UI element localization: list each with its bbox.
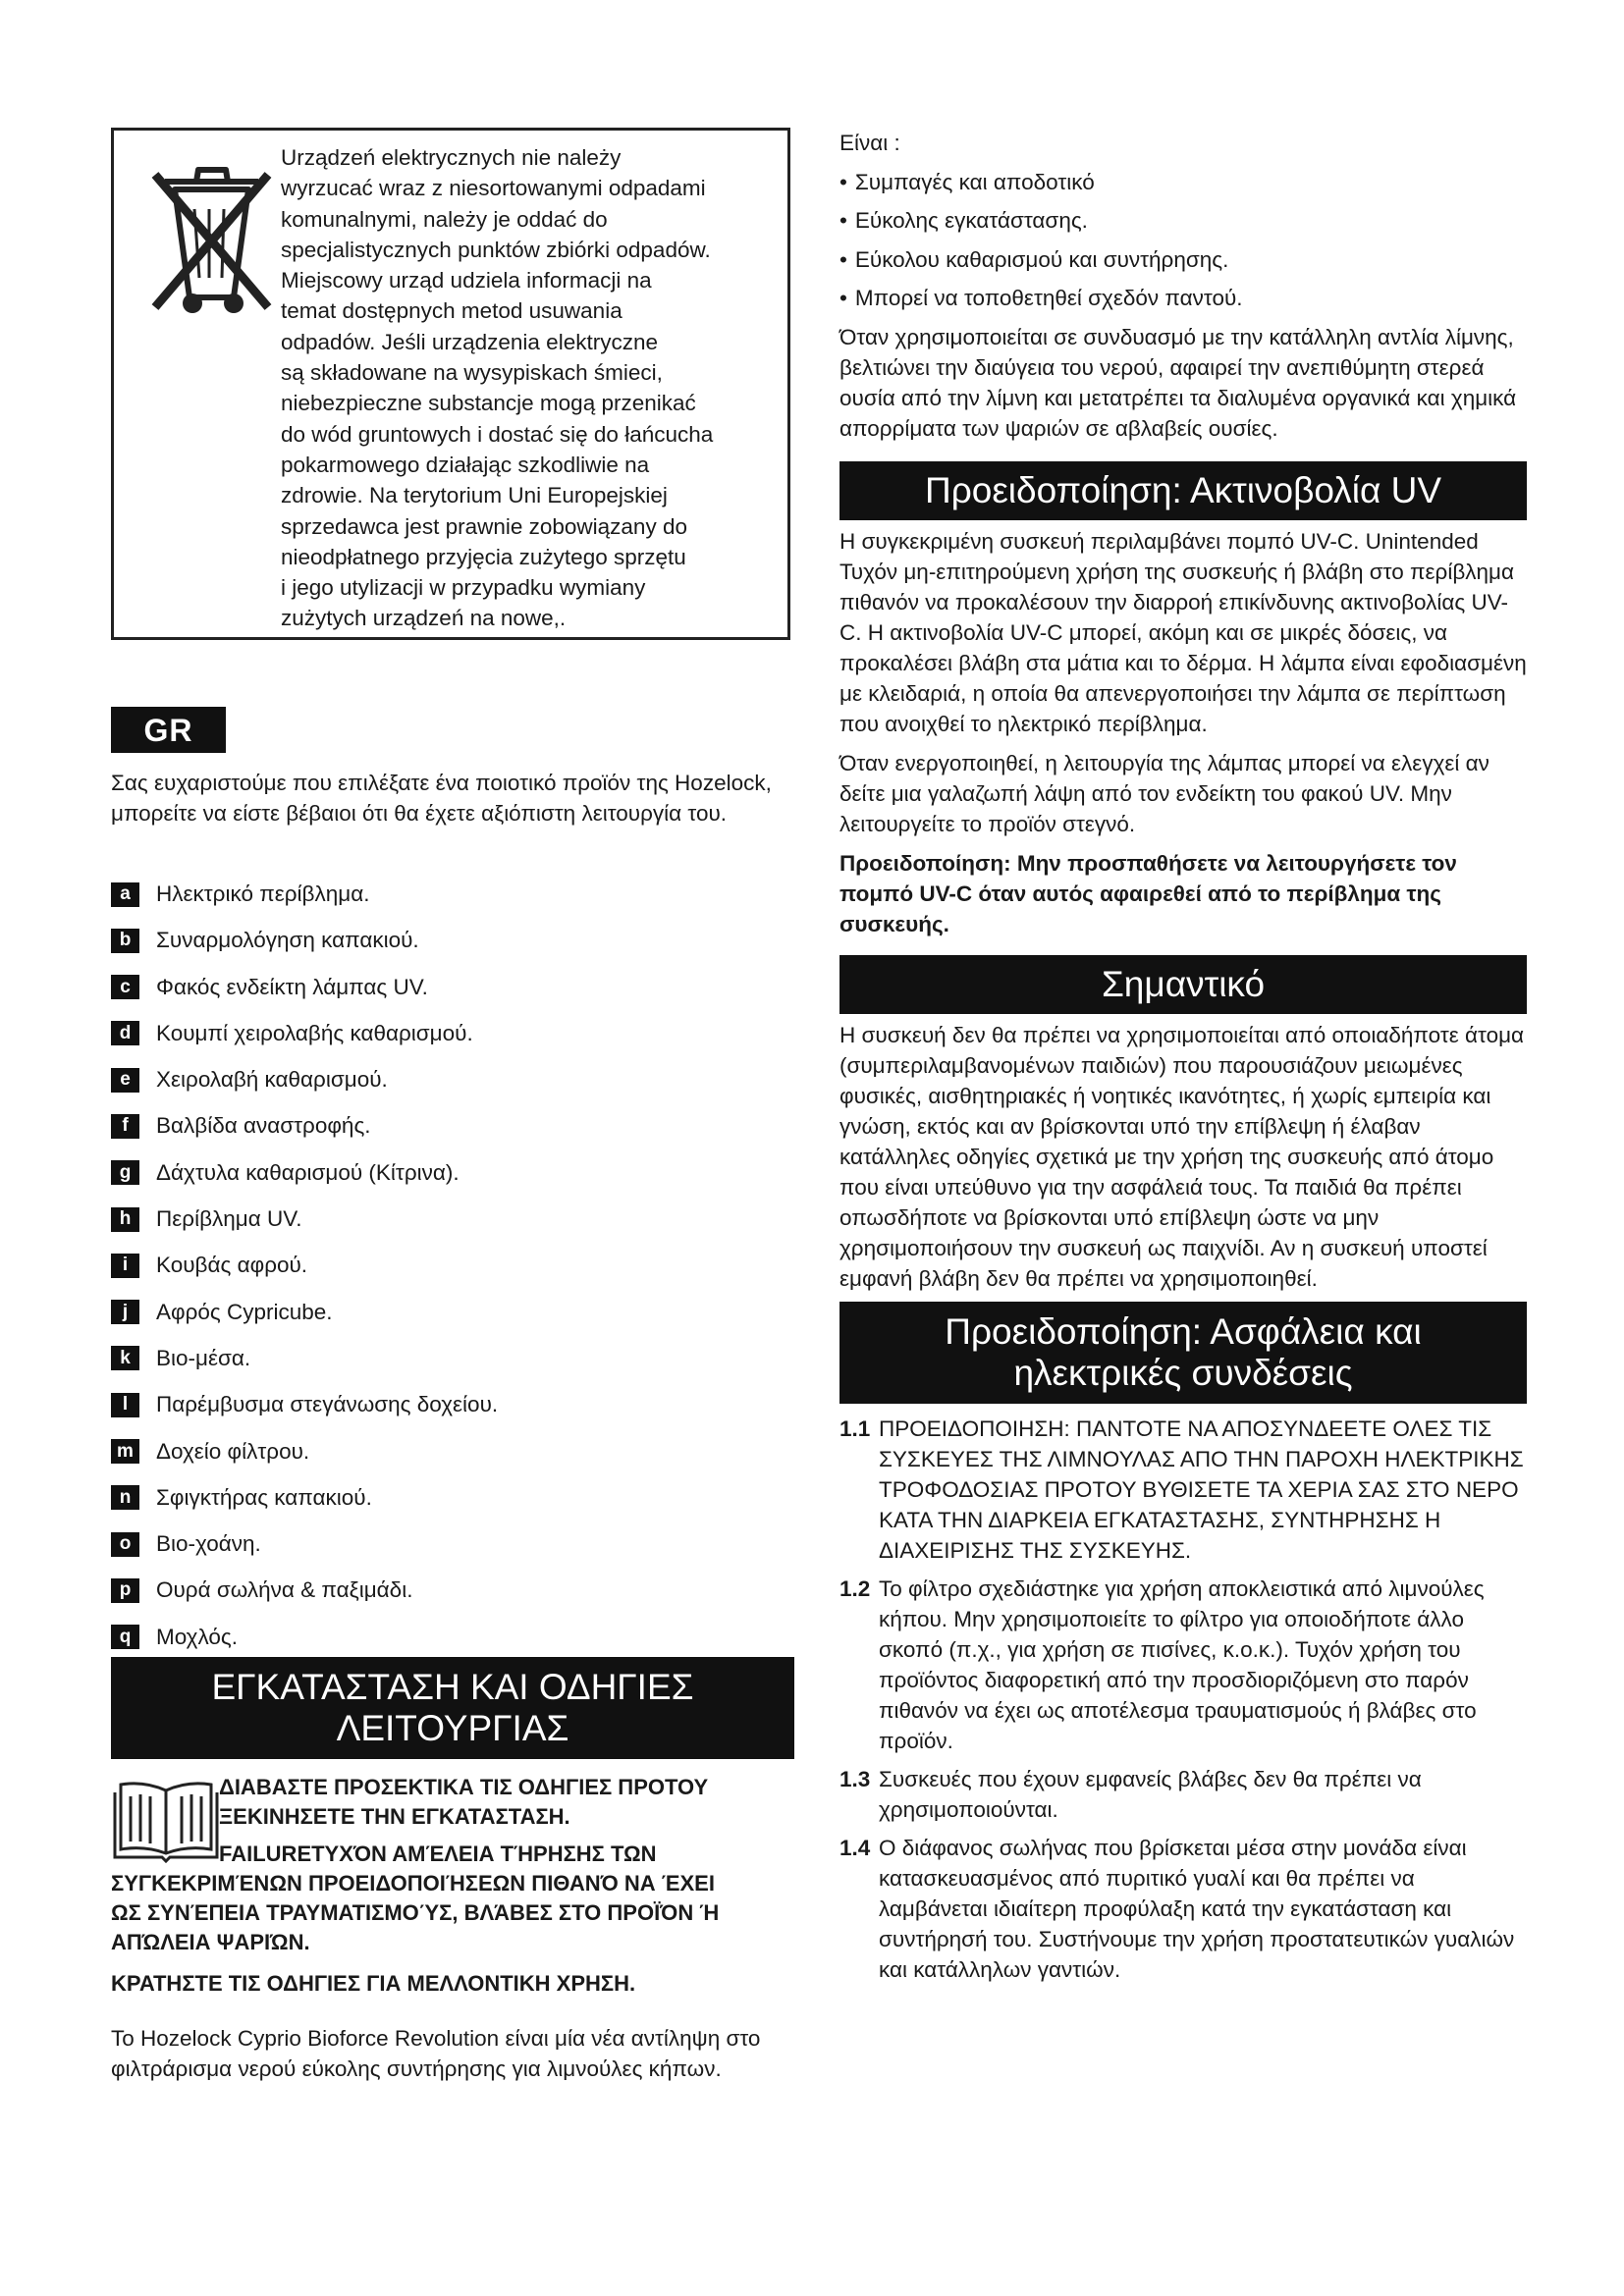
intro-paragraph: Σας ευχαριστούμε που επιλέξατε ένα ποιοτικό προϊόν της Hozelock, μπορείτε να είστε βέβαιοι ότι θα έχετε αξιόπιστη λειτουργία του. [111,771,772,826]
list-item [111,1433,798,1470]
warning-line: ΩΣ ΣΥΝΈΠΕΙΑ ΤΡΑΥΜΑΤΙΣΜΟΎΣ, ΒΛΆΒΕΣ ΣΤΟ ΠΡΟΪΌΝ Ή [111,1900,720,1925]
part-letter: b [111,929,139,953]
list-item [111,1061,798,1098]
uv-emitter-warning: Προειδοποίηση: Μην προσπαθήσετε να λειτουργήσετε τον πομπό UV-C όταν αυτός αφαιρεθεί από το περίβλημα της συσκευής. [839,851,1457,936]
weee-line: niebezpieczne substancje mogą przenikać [281,391,696,416]
warning-line: ΣΥΓΚΕΚΡΙΜΈΝΩΝ ΠΡΟΕΙΔΟΠΟΙΉΣΕΩΝ ΠΙΘΑΝΌ ΝΑ ΈΧΕΙ [111,1871,715,1896]
list-item [111,1340,798,1377]
weee-line: komunalnymi, należy je oddać do [281,206,608,232]
parts-list [111,876,798,1665]
product-intro: Το Hozelock Cyprio Bioforce Revolution είναι μία νέα αντίληψη στο φιλτράρισμα νερού εύκολης συντήρησης για λιμνούλες κήπων. [111,2026,761,2081]
features-label: Είναι : [839,131,900,155]
crossed-out-bin-icon [135,150,283,327]
weee-line: specjalistycznych punktów zbiórki odpadów. [281,237,711,262]
safety-heading-line: ηλεκτρικές συνδέσεις [1013,1353,1353,1393]
part-label: Κουβάς αφρού. [156,1253,308,1278]
weee-notice-box [111,128,790,640]
part-label: Βιο-χοάνη. [156,1531,261,1557]
failure-warning [111,1840,798,1957]
list-item [111,1525,798,1563]
item-text: Ο διάφανος σωλήνας που βρίσκεται μέσα στην μονάδα είναι κατασκευασμένος από πυριτικό γυαλί και θα πρέπει να λαμβάνεται ιδιαίτερη προφύλαξη κατά την εγκατάσταση και συντήρησή του. Συστήνουμε την χρήση προστατευτικών γυαλιών και κατάλληλων γαντιών. [879,1836,1515,1982]
weee-line: Miejscowy urząd udziela informacji na [281,268,652,294]
list-item [111,1015,798,1052]
weee-notice-text [281,142,772,634]
part-label: Μοχλός. [156,1624,238,1649]
list-item: • Συμπαγές και αποδοτικό [839,167,1527,197]
item-number: 1.4 [839,1836,871,1860]
warning-line: ΑΠΏΛΕΙΑ ΨΑΡΙΏΝ. [111,1930,310,1954]
list-item: • Μπορεί να τοποθετηθεί σχεδόν παντού. [839,283,1527,313]
left-column [111,128,798,2081]
uv-check-paragraph: Όταν ενεργοποιηθεί, η λειτουργία της λάμπας μπορεί να ελεγχεί αν δείτε μια γαλαζωπή λάψη από τον ενδείκτη του φακού UV. Μην λειτουργείτε το προϊόν στεγνό. [839,751,1489,836]
list-item [839,1833,1527,1985]
warning-line: FAILUREΤΥΧΌΝ ΑΜΈΛΕΙΑ ΤΉΡΗΣΗΣ ΤΩΝ [219,1842,657,1866]
list-item [111,1107,798,1145]
part-letter: f [111,1114,139,1139]
list-item [839,1574,1527,1756]
language-badge: GR [111,707,226,753]
part-letter: o [111,1532,139,1557]
part-label: Ηλεκτρικό περίβλημα. [156,881,370,906]
list-item [111,1294,798,1331]
list-item: • Εύκολου καθαρισμού και συντήρησης. [839,244,1527,275]
weee-line: nieodpłatnego przyjęcia zużytego sprzętu [281,544,686,569]
part-letter: i [111,1254,139,1278]
list-item [111,969,798,1006]
item-number: 1.1 [839,1416,871,1441]
list-item [111,1386,798,1423]
uv-paragraph: Η συγκεκριμένη συσκευή περιλαμβάνει πομπό UV-C. Unintended Τυχόν μη-επιτηρούμενη χρήση της συσκευής ή βλάβη στο περίβλημα πιθανόν να προκαλέσουν την διαρροή επικίνδυνης ακτινοβολίας UV-C. Η ακτινοβολία UV-C μπορεί, ακόμη και σε μικρές δόσεις, να προκαλέσει βλάβη στα μάτια και το δέρμα. Η λάμπα είναι εφοδιασμένη με κλειδαριά, η οποία θα απενεργοποιήσει την λάμπα σε περίπτωση που ανοιχθεί το ηλεκτρικό περίβλημα. [839,529,1527,736]
part-label: Παρέμβυσμα στεγάνωσης δοχείου. [156,1392,499,1417]
part-letter: d [111,1021,139,1045]
pump-paragraph: Όταν χρησιμοποιείται σε συνδυασμό με την κατάλληλη αντλία λίμνης, βελτιώνει την διαύγεια του νερού, αφαιρεί την ανεπιθύμητη στερεά ουσία από την λίμνη και μετατρέπει τα διαλυμένα οργανικά και χημικά απορρίματα των ψαριών σε αβλαβείς ουσίες. [839,325,1517,441]
uv-warning-heading: Προειδοποίηση: Ακτινοβολία UV [839,461,1527,520]
keep-instructions-note: ΚΡΑΤΗΣΤΕ ΤΙΣ ΟΔΗΓΙΕΣ ΓΙΑ ΜΕΛΛΟΝΤΙΚΗ ΧΡΗΣΗ. [111,1971,636,1996]
install-heading-line: ΕΓΚΑΤΑΣΤΑΣΗ ΚΑΙ ΟΔΗΓΙΕΣ [211,1667,694,1707]
weee-line: do wód gruntowych i dostać się do łańcucha [281,421,714,447]
weee-line: wyrzucać wraz z niesortowanymi odpadami [281,176,706,201]
weee-line: są składowane na wysypiskach śmieci, [281,360,663,386]
weee-line: zdrowie. Na terytorium Uni Europejskiej [281,483,668,508]
part-letter: k [111,1346,139,1370]
list-item [111,1247,798,1284]
part-letter: c [111,975,139,999]
part-letter: l [111,1393,139,1417]
item-number: 1.2 [839,1576,871,1601]
weee-line: sprzedawca jest prawnie zobowiązany do [281,513,687,539]
warning-line: ΞΕΚΙΝΗΣΕΤΕ ΤΗΝ ΕΓΚΑΤΑΣΤΑΣΗ. [219,1804,570,1829]
part-label: Δοχείο φίλτρου. [156,1438,310,1464]
part-label: Ουρά σωλήνα & παξιμάδι. [156,1577,413,1603]
part-label: Σφιγκτήρας καπακιού. [156,1484,372,1510]
item-text: ΠΡΟΕΙΔΟΠΟΙΗΣΗ: ΠΑΝΤΟΤΕ ΝΑ ΑΠΟΣΥΝΔΕΕΤΕ ΟΛΕΣ ΤΙΣ ΣΥΣΚΕΥΕΣ ΤΗΣ ΛΙΜΝΟΥΛΑΣ ΑΠΟ ΤΗΝ ΠΑΡΟΧΗ ΗΛΕΚΤΡΙΚΗΣ ΤΡΟΦΟΔΟΣΙΑΣ ΠΡΟΤΟΥ ΒΥΘΙΣΕΤΕ ΤΑ ΧΕΡΙΑ ΣΑΣ ΣΤΟ ΝΕΡΟ ΚΑΤΑ ΤΗΝ ΔΙΑΡΚΕΙΑ ΕΓΚΑΤΑΣΤΑΣΗΣ, ΣΥΝΤΗΡΗΣΗΣ Η ΔΙΑΧΕΙΡΙΣΗΣ ΤΗΣ ΣΥΣΚΕΥΗΣ. [879,1416,1524,1563]
list-item [111,1479,798,1517]
install-heading [111,1657,794,1759]
safety-heading-line: Προειδοποίηση: Ασφάλεια και [945,1311,1422,1352]
part-letter: a [111,882,139,907]
part-letter: n [111,1485,139,1510]
list-item [111,1201,798,1238]
weee-line: Urządzeń elektrycznych nie należy [281,145,622,170]
list-item [839,1764,1527,1825]
part-letter: q [111,1625,139,1649]
part-letter: h [111,1207,139,1232]
list-item [839,1414,1527,1566]
part-label: Βιο-μέσα. [156,1345,251,1370]
important-heading: Σημαντικό [839,955,1527,1014]
part-label: Αφρός Cypricube. [156,1299,333,1324]
weee-line: temat dostępnych metod usuwania [281,298,623,324]
item-text: Συσκευές που έχουν εμφανείς βλάβες δεν θα πρέπει να χρησιμοποιούνται. [879,1767,1422,1822]
list-item [111,1154,798,1192]
part-letter: p [111,1578,139,1603]
part-letter: m [111,1439,139,1464]
weee-line: zużytych urządzeń na nowe,. [281,606,567,631]
part-letter: g [111,1160,139,1185]
list-item: • Εύκολης εγκατάστασης. [839,205,1527,236]
list-item [111,876,798,913]
part-label: Συναρμολόγηση καπακιού. [156,928,419,953]
list-item [111,922,798,959]
features-list [839,167,1527,314]
important-paragraph: Η συσκευή δεν θα πρέπει να χρησιμοποιείται από οποιαδήποτε άτομα (συμπεριλαμβανομένων παιδιών) που παρουσιάζουν μειωμένες φυσικές, αισθητηριακές ή νοητικές ικανότητες, ή χωρίς εμπειρία και γνώση, εκτός και αν βρίσκονται υπό την επίβλεψη ή έλαβαν κατάλληλες οδηγίες σχετικά με την χρήση της συσκευής από άτομο που είναι υπεύθυνο για την ασφάλειά τους. Τα παιδιά θα πρέπει οπωσδήποτε να βρίσκονται υπό επίβλεψη ώστε να μην χρησιμοποιήσουν την συσκευή ως παιχνίδι. Αν η συσκευή υποστεί εμφανή βλάβη δεν θα πρέπει να χρησιμοποιηθεί. [839,1023,1525,1291]
item-number: 1.3 [839,1767,871,1791]
install-heading-line: ΛΕΙΤΟΥΡΓΙΑΣ [336,1708,569,1748]
part-label: Βαλβίδα αναστροφής. [156,1113,371,1139]
weee-line: i jego utylizacji w przypadku wymiany [281,575,646,601]
part-label: Δάχτυλα καθαρισμού (Κίτρινα). [156,1159,460,1185]
part-label: Φακός ενδείκτη λάμπας UV. [156,974,428,999]
part-label: Κουμπί χειρολαβής καθαρισμού. [156,1020,473,1045]
weee-line: odpadów. Jeśli urządzenia elektryczne [281,329,658,354]
list-item [111,1572,798,1609]
part-letter: e [111,1068,139,1093]
part-label: Χειρολαβή καθαρισμού. [156,1067,388,1093]
right-column [839,128,1527,1993]
safety-list [839,1414,1527,1985]
item-text: Το φίλτρο σχεδιάστηκε για χρήση αποκλειστικά από λιμνούλες κήπου. Μην χρησιμοποιείτε το φίλτρο για οποιοδήποτε άλλο σκοπό (π.χ., για χρήση σε πισίνες, κ.ο.κ.). Τυχόν χρήση του προϊόντος διαφορετική από την προσδιοριζόμενη στο παρόν πιθανόν να έχει ως αποτέλεσμα τραυματισμούς ή βλάβες στο προϊόν. [879,1576,1485,1753]
part-letter: j [111,1300,139,1324]
read-instructions-warning [219,1773,788,1832]
weee-line: pokarmowego działając szkodliwie na [281,452,650,477]
part-label: Περίβλημα UV. [156,1206,302,1232]
list-item [111,1619,798,1656]
safety-heading [839,1302,1527,1404]
warning-line: ΔΙΑΒΑΣΤΕ ΠΡΟΣΕΚΤΙΚΑ ΤΙΣ ΟΔΗΓΙΕΣ ΠΡΟΤΟΥ [219,1775,709,1799]
